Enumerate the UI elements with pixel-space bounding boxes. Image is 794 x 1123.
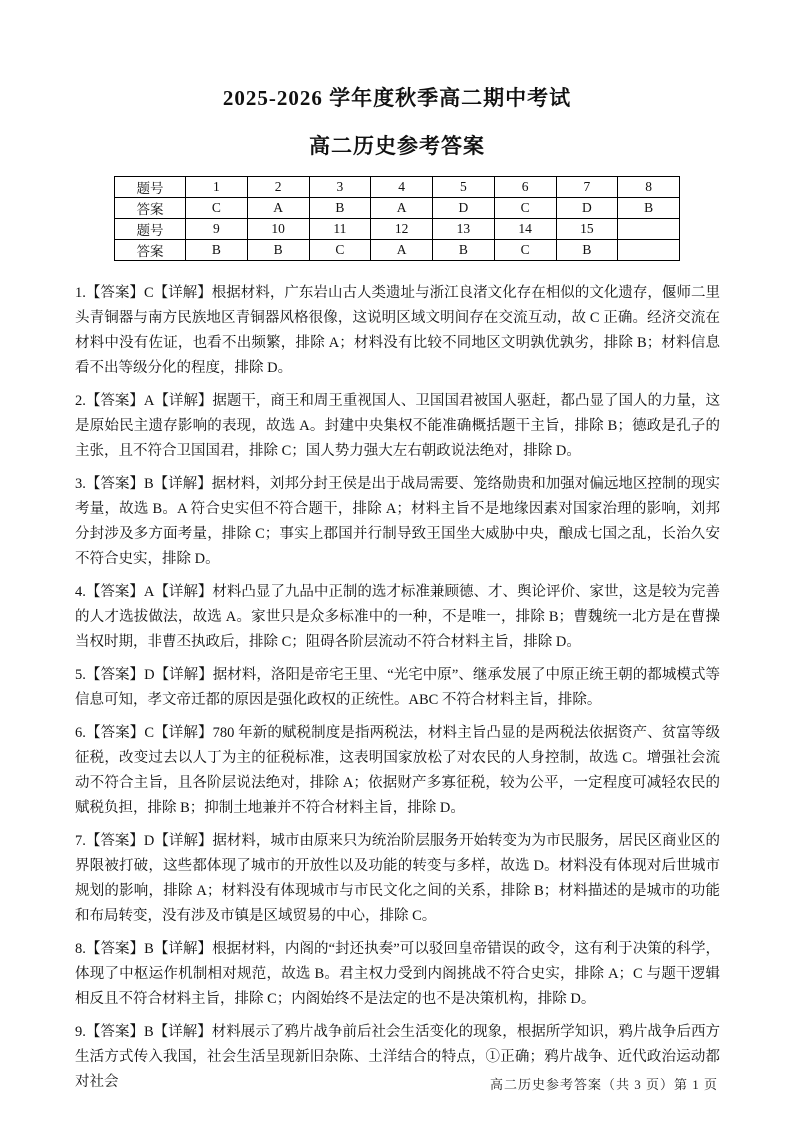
table-cell: 1 [186, 177, 248, 198]
table-cell: 14 [494, 219, 556, 240]
table-cell: 4 [371, 177, 433, 198]
explanation-lead: 8.【答案】B【详解】 [75, 941, 213, 957]
table-row [115, 219, 680, 240]
explanation-body: 780 年新的赋税制度是指两税法，材料主旨凸显的是两税法依据资产、贫富等级征税，改变过去以人丁为主的征税标准，这表明国家放松了对农民的人身控制，故选 C。增强社会流动不符合主旨，且各阶层说法绝对，排除 A；依据财产多寡征税，较为公平，一定程度可减轻农民的赋税负担，排除 B；抑制土地兼并不符合材料主旨，排除 D。 [75, 725, 721, 816]
answer-table [114, 176, 680, 261]
explanation-item-2 [75, 389, 720, 464]
explanation-item-5 [75, 663, 720, 713]
explanation-body: 据材料，刘邦分封王侯是出于战局需要、笼络勋贵和加强对偏远地区控制的现实考量，故选 B。A 符合史实但不符合题干，排除 A；材料主旨不是地缘因素对国家治理的影响，刘邦分封涉及多方面考量，排除 C；事实上郡国并行制导致王国坐大威胁中央，酿成七国之乱，长治久安不符合史实，排除 D。 [75, 476, 720, 567]
table-cell: A [371, 198, 433, 219]
explanation-item-1 [75, 281, 720, 381]
explanation-item-3 [75, 472, 720, 572]
exam-title: 2025-2026 学年度秋季高二期中考试 [222, 86, 572, 110]
table-cell: 11 [309, 219, 371, 240]
row-label: 答案 [115, 198, 186, 219]
explanation-item-4 [75, 580, 720, 655]
table-cell: B [247, 240, 309, 261]
table-cell: C [494, 198, 556, 219]
table-cell: 7 [556, 177, 618, 198]
table-cell: C [186, 198, 248, 219]
table-cell: B [618, 198, 680, 219]
table-cell: 6 [494, 177, 556, 198]
table-cell: B [309, 198, 371, 219]
explanation-body: 据材料，洛阳是帝宅王里、“光宅中原”、继承发展了中原正统王朝的都城模式等信息可知，孝文帝迁都的原因是强化政权的正统性。ABC 不符合材料主旨，排除。 [75, 667, 720, 708]
explanation-body: 据材料，城市由原来只为统治阶层服务开始转变为为市民服务，居民区商业区的界限被打破，这些都体现了城市的开放性以及功能的转变与多样，故选 D。材料没有体现对后世城市规划的影响，排除 A；材料没有体现城市与市民文化之间的关系，排除 B；材料描述的是城市的功能和布局转变，没有涉及市镇是区域贸易的中心，排除 C。 [75, 833, 720, 924]
table-cell: A [247, 198, 309, 219]
table-cell: 2 [247, 177, 309, 198]
table-cell: A [371, 240, 433, 261]
table-row [115, 240, 680, 261]
explanation-lead: 3.【答案】B【详解】 [75, 476, 212, 492]
table-cell: 8 [618, 177, 680, 198]
table-row [115, 198, 680, 219]
table-cell: 3 [309, 177, 371, 198]
table-cell: B [186, 240, 248, 261]
explanation-lead: 6.【答案】C【详解】 [75, 725, 213, 741]
table-cell: C [494, 240, 556, 261]
explanation-lead: 2.【答案】A【详解】 [75, 393, 213, 409]
explanation-lead: 7.【答案】D【详解】 [75, 833, 213, 849]
row-label: 题号 [115, 177, 186, 198]
explanation-item-8 [75, 937, 720, 1012]
table-cell: D [556, 198, 618, 219]
answer-key-subtitle: 高二历史参考答案 [309, 134, 485, 158]
explanation-body: 根据材料，内阁的“封还执奏”可以驳回皇帝错误的政令，这有利于决策的科学，体现了中枢运作机制相对规范，故选 B。君主权力受到内阁挑战不符合史实，排除 A；C 与题干逻辑相反且不符合材料主旨，排除 C；内阁始终不是法定的也不是决策机构，排除 D。 [75, 941, 720, 1007]
table-cell [618, 219, 680, 240]
page-footer: 高二历史参考答案（共 3 页）第 1 页 [489, 1077, 718, 1092]
table-cell: 15 [556, 219, 618, 240]
explanation-lead: 4.【答案】A【详解】 [75, 584, 213, 600]
explanations-section [75, 281, 720, 1095]
table-cell [618, 240, 680, 261]
explanation-body: 根据材料，广东岩山古人类遗址与浙江良渚文化存在相似的文化遗存，偃师二里头青铜器与南方民族地区青铜器风格很像，这说明区域文明间存在交流互动，故 C 正确。经济交流在材料中没有佐证，也看不出频繁，排除 A；材料没有比较不同地区文明孰优孰劣，排除 B；材料信息看不出等级分化的程度，排除 D。 [75, 285, 720, 376]
explanation-lead: 1.【答案】C【详解】 [75, 285, 212, 301]
explanation-lead: 5.【答案】D【详解】 [75, 667, 213, 683]
table-cell: 13 [433, 219, 495, 240]
table-cell: 9 [186, 219, 248, 240]
explanation-body: 材料凸显了九品中正制的选才标准兼顾德、才、舆论评价、家世，这是较为完善的人才选拔做法，故选 A。家世只是众多标准中的一种，不是唯一，排除 B；曹魏统一北方是在曹操当权时期，非曹丕执政后，排除 C；阻碍各阶层流动不符合材料主旨，排除 D。 [75, 584, 720, 650]
explanation-item-6 [75, 721, 720, 821]
table-cell: 10 [247, 219, 309, 240]
table-cell: B [433, 240, 495, 261]
row-label: 题号 [115, 219, 186, 240]
table-cell: D [433, 198, 495, 219]
table-cell: 5 [433, 177, 495, 198]
table-cell: C [309, 240, 371, 261]
explanation-lead: 9.【答案】B【详解】 [75, 1024, 212, 1040]
explanation-item-7 [75, 829, 720, 929]
table-cell: 12 [371, 219, 433, 240]
table-cell: B [556, 240, 618, 261]
explanation-body: 据题干，商王和周王重视国人、卫国国君被国人驱赶，都凸显了国人的力量，这是原始民主遗存影响的表现，故选 A。封建中央集权不能准确概括题干主旨，排除 B；德政是孔子的主张，且不符合卫国国君，排除 C；国人势力强大左右朝政说法绝对，排除 D。 [75, 393, 720, 459]
table-row [115, 177, 680, 198]
explanation-body: 材料展示了鸦片战争前后社会生活变化的现象，根据所学知识，鸦片战争后西方生活方式传入我国，社会生活呈现新旧杂陈、土洋结合的特点，①正确；鸦片战争、近代政治运动都对社会 [75, 1024, 720, 1090]
row-label: 答案 [115, 240, 186, 261]
